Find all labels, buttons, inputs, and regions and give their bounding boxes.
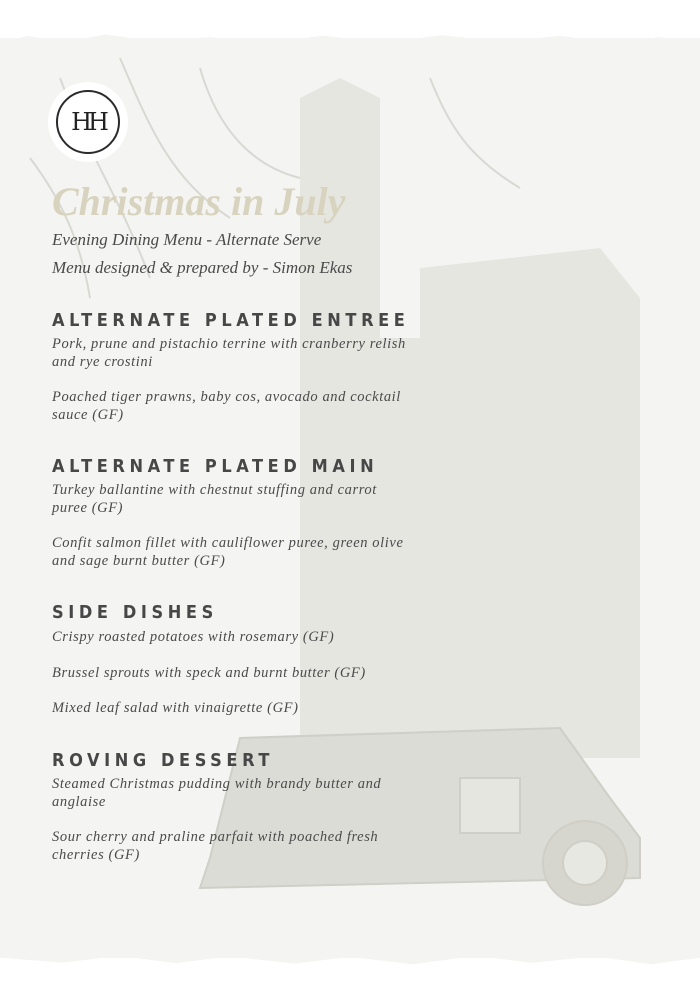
menu-title: Christmas in July [52,179,346,224]
section-heading: ROVING DESSERT [52,750,274,771]
menu-item: Pork, prune and pistachio terrine with cranberry relish and rye crostini [52,336,406,370]
menu-item: Crispy roasted potatoes with rosemary (GF) [52,629,335,645]
section-sides [52,602,412,718]
menu-item: Steamed Christmas pudding with brandy butter and anglaise [52,776,382,810]
menu-item: Poached tiger prawns, baby cos, avocado and cocktail sauce (GF) [52,389,401,423]
menu-item: Confit salmon fillet with cauliflower puree, green olive and sage burnt butter (GF) [52,535,404,569]
menu-item: Sour cherry and praline parfait with poached fresh cherries (GF) [52,829,379,863]
logo-monogram: HH [71,108,105,136]
menu-credit: Menu designed & prepared by - Simon Ekas [52,258,353,277]
section-dessert [52,750,412,864]
menu-subtitle: Evening Dining Menu - Alternate Serve [52,230,322,249]
menu-item: Mixed leaf salad with vinaigrette (GF) [52,700,299,716]
section-heading: SIDE DISHES [52,602,218,623]
menu-item: Brussel sprouts with speck and burnt butter (GF) [52,664,366,681]
section-heading: ALTERNATE PLATED ENTREE [52,310,410,331]
menu-item: Turkey ballantine with chestnut stuffing and carrot puree (GF) [52,482,377,516]
section-entree [52,310,412,424]
brand-logo [48,82,128,162]
section-heading: ALTERNATE PLATED MAIN [52,456,379,477]
section-main [52,456,412,570]
